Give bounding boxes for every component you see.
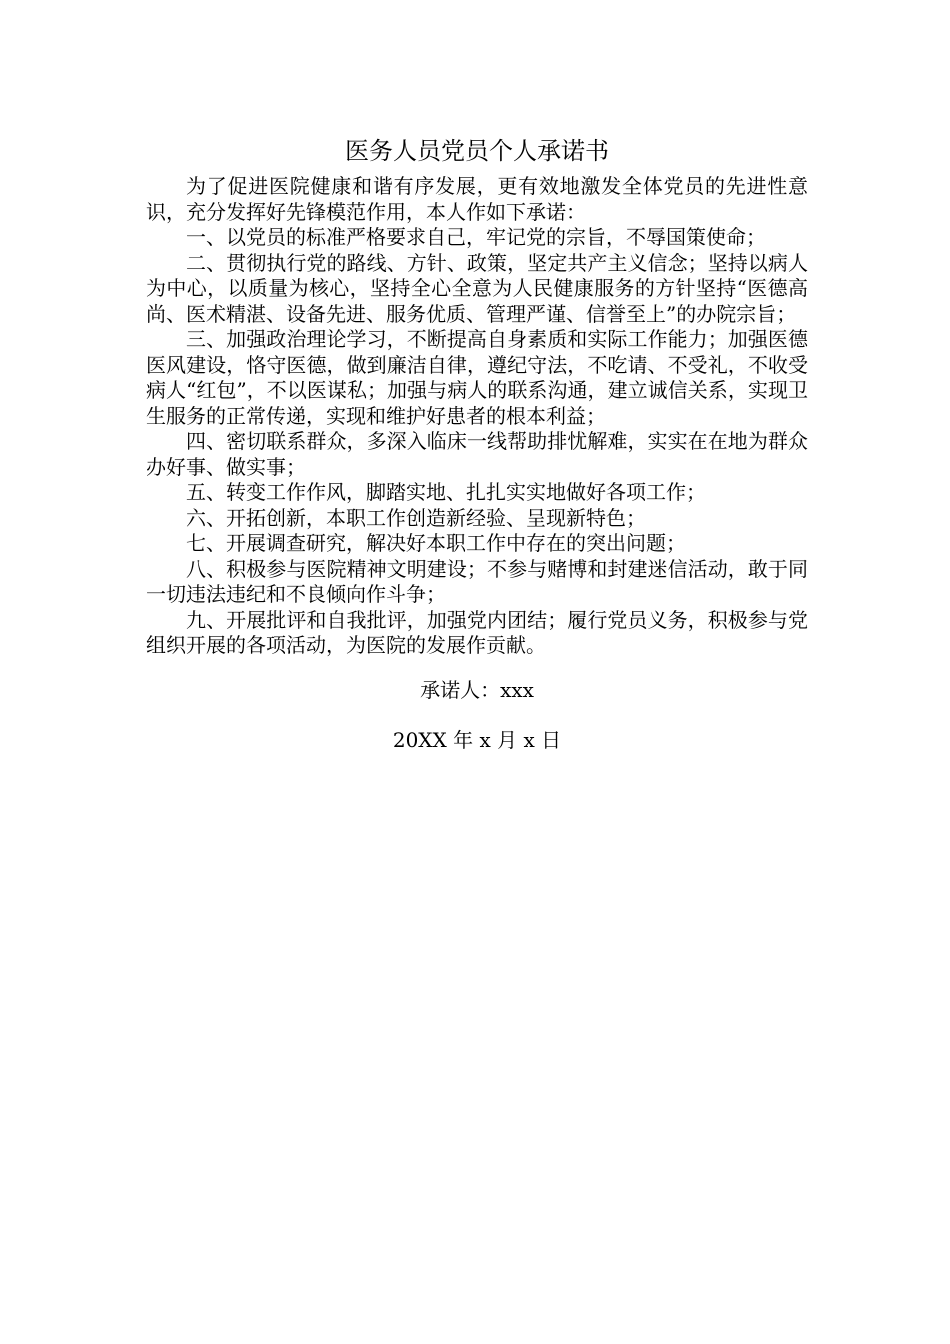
paragraph-item-2: 二、贯彻执行党的路线、方针、政策，坚定共产主义信念；坚持以病人为中心，以质量为核心，坚持全心全意为人民健康服务的方针坚持“医德高尚、医术精湛、设备先进、服务优质、管理严谨、信誉至上”的办院宗旨； [146,250,808,326]
paragraph-intro: 为了促进医院健康和谐有序发展，更有效地激发全体党员的先进性意识，充分发挥好先锋模范作用，本人作如下承诺： [146,174,808,224]
paragraph-item-3: 三、加强政治理论学习，不断提高自身素质和实际工作能力；加强医德医风建设，恪守医德，做到廉洁自律，遵纪守法，不吃请、不受礼，不收受病人“红包”，不以医谋私；加强与病人的联系沟通，建立诚信关系，实现卫生服务的正常传递，实现和维护好患者的根本利益； [146,327,808,428]
paragraph-item-9: 九、开展批评和自我批评，加强党内团结；履行党员义务，积极参与党组织开展的各项活动，为医院的发展作贡献。 [146,607,808,657]
paragraph-item-5: 五、转变工作作风，脚踏实地、扎扎实实地做好各项工作； [186,480,706,504]
date-line: 20XX 年 x 月 x 日 [392,727,562,752]
signer-line: 承诺人：xxx [420,677,534,702]
paragraph-item-8: 八、积极参与医院精神文明建设；不参与赌博和封建迷信活动，敢于同一切违法违纪和不良倾向作斗争； [146,556,808,606]
paragraph-item-1: 一、以党员的标准严格要求自己，牢记党的宗旨，不辱国策使命； [186,225,766,249]
paragraph-item-7: 七、开展调查研究，解决好本职工作中存在的突出问题； [186,531,686,555]
paragraph-item-6: 六、开拓创新，本职工作创造新经验、呈现新特色； [186,505,646,530]
document-page [146,134,808,753]
document-title: 医务人员党员个人承诺书 [345,137,609,165]
paragraph-item-4: 四、密切联系群众，多深入临床一线帮助排忧解难，实实在在地为群众办好事、做实事； [146,429,808,479]
